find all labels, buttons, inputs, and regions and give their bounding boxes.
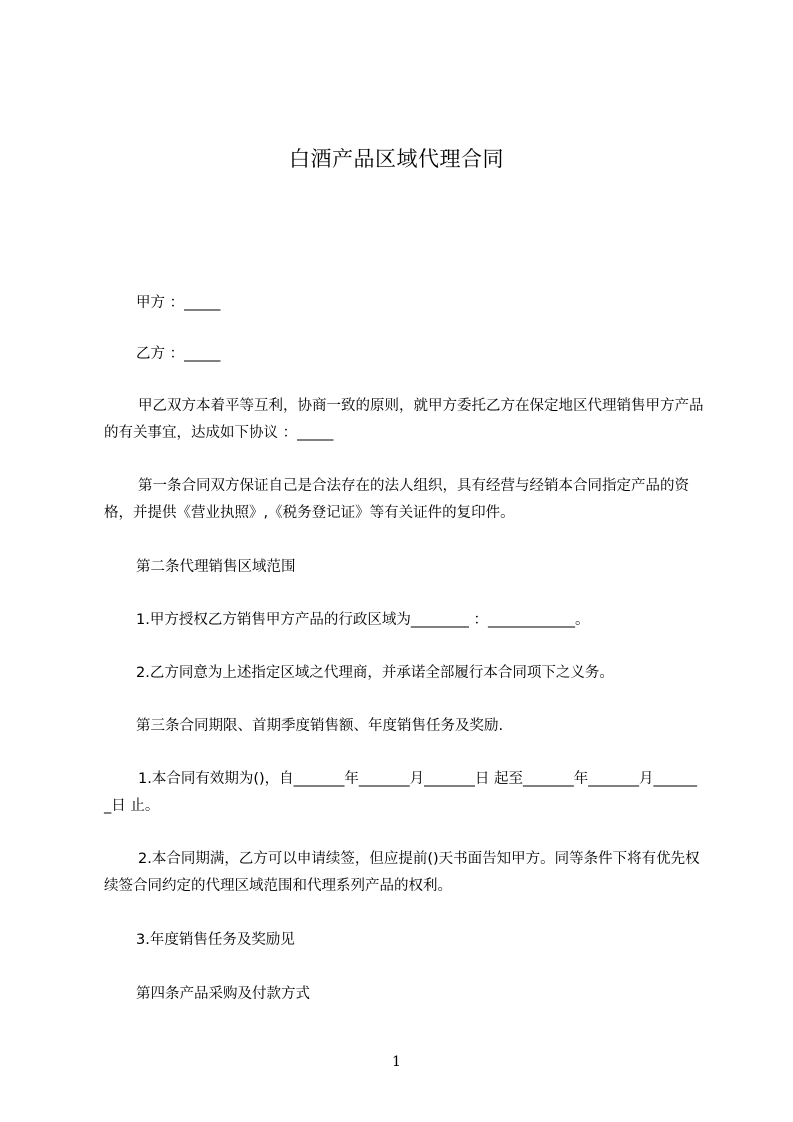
- article-3-clause-1: 1.本合同有效期为()，自_______年_______月_______日 起至_______年_______月_______日 止。: [104, 771, 698, 814]
- article-2-heading: 第二条代理销售区域范围: [136, 559, 296, 575]
- article-1-paragraph: 第一条合同双方保证自己是合法存在的法人组织，具有经营与经销本合同指定产品的资格，并提供《营业执照》,《税务登记证》等有关证件的复印件。: [104, 478, 689, 521]
- article-4-heading: 第四条产品采购及付款方式: [136, 986, 310, 1002]
- article-3-heading: 第三条合同期限、首期季度销售额、年度销售任务及奖励.: [136, 718, 504, 734]
- article-2-clause-1: 1.甲方授权乙方销售甲方产品的行政区域为________ ：____________。: [136, 612, 590, 628]
- article-3-clause-2: 2.本合同期满，乙方可以申请续签，但应提前()天书面告知甲方。同等条件下将有优先权续签合同约定的代理区域范围和代理系列产品的权利。: [104, 851, 700, 894]
- article-3-clause-3: 3.年度销售任务及奖励见: [136, 932, 295, 948]
- document-title: 白酒产品区域代理合同: [289, 147, 504, 171]
- page-number: 1: [392, 1054, 401, 1070]
- article-2-clause-2: 2.乙方同意为上述指定区域之代理商，并承诺全部履行本合同项下之义务。: [136, 665, 614, 681]
- party-b-line: 乙方 ：_____: [136, 346, 221, 362]
- preamble-paragraph: 甲乙双方本着平等互利，协商一致的原则，就甲方委托乙方在保定地区代理销售甲方产品的有关事宜，达成如下协议 ：_____: [104, 398, 704, 441]
- party-a-line: 甲方 ：_____: [136, 295, 221, 311]
